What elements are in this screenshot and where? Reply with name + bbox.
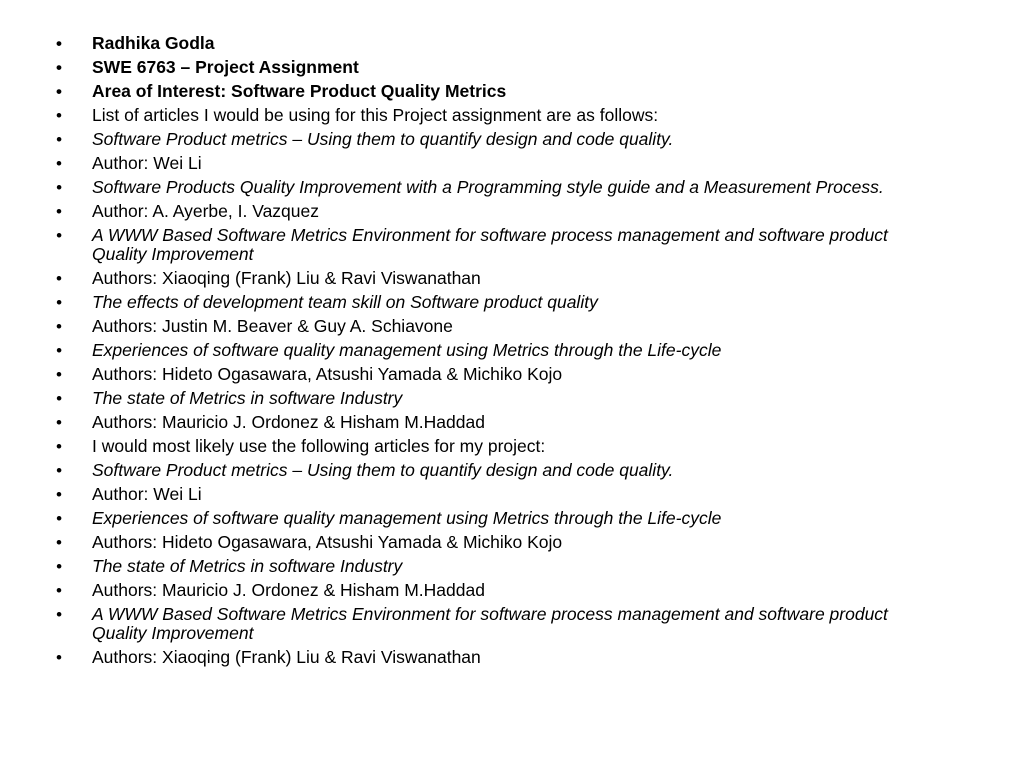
selected-article-author: • Authors: Xiaoqing (Frank) Liu & Ravi Viswanathan (0, 648, 1024, 667)
selection-intro: • I would most likely use the following articles for my project: (0, 437, 1024, 456)
article-title: • Software Products Quality Improvement with a Programming style guide and a Measurement Process. (0, 178, 1024, 197)
selected-article-title: • The state of Metrics in software Industry (0, 557, 1024, 576)
selected-article-author: • Authors: Hideto Ogasawara, Atsushi Yamada & Michiko Kojo (0, 533, 1024, 552)
bullet-list (0, 34, 1024, 672)
article-title: • Software Product metrics – Using them to quantify design and code quality. (0, 130, 1024, 149)
article-author: • Author: A. Ayerbe, I. Vazquez (0, 202, 1024, 221)
article-title: • Experiences of software quality management using Metrics through the Life-cycle (0, 341, 1024, 360)
article-author: • Authors: Xiaoqing (Frank) Liu & Ravi Viswanathan (0, 269, 1024, 288)
article-author: • Author: Wei Li (0, 154, 1024, 173)
article-title: • The effects of development team skill on Software product quality (0, 293, 1024, 312)
selected-article-author: • Authors: Mauricio J. Ordonez & Hisham M.Haddad (0, 581, 1024, 600)
article-title: • The state of Metrics in software Industry (0, 389, 1024, 408)
course-title: • SWE 6763 – Project Assignment (0, 58, 1024, 77)
article-author: • Authors: Hideto Ogasawara, Atsushi Yamada & Michiko Kojo (0, 365, 1024, 384)
selected-article-title: • Experiences of software quality management using Metrics through the Life-cycle (0, 509, 1024, 528)
selected-article-author: • Author: Wei Li (0, 485, 1024, 504)
article-author: • Authors: Justin M. Beaver & Guy A. Schiavone (0, 317, 1024, 336)
author-name: • Radhika Godla (0, 34, 1024, 53)
article-title: • A WWW Based Software Metrics Environment for software process management and software product Quality Improvement (0, 226, 1024, 264)
article-author: • Authors: Mauricio J. Ordonez & Hisham M.Haddad (0, 413, 1024, 432)
selected-article-title: • Software Product metrics – Using them to quantify design and code quality. (0, 461, 1024, 480)
area-of-interest: • Area of Interest: Software Product Quality Metrics (0, 82, 1024, 101)
selected-article-title: • A WWW Based Software Metrics Environment for software process management and software product Quality Improvement (0, 605, 1024, 643)
list-intro: • List of articles I would be using for this Project assignment are as follows: (0, 106, 1024, 125)
